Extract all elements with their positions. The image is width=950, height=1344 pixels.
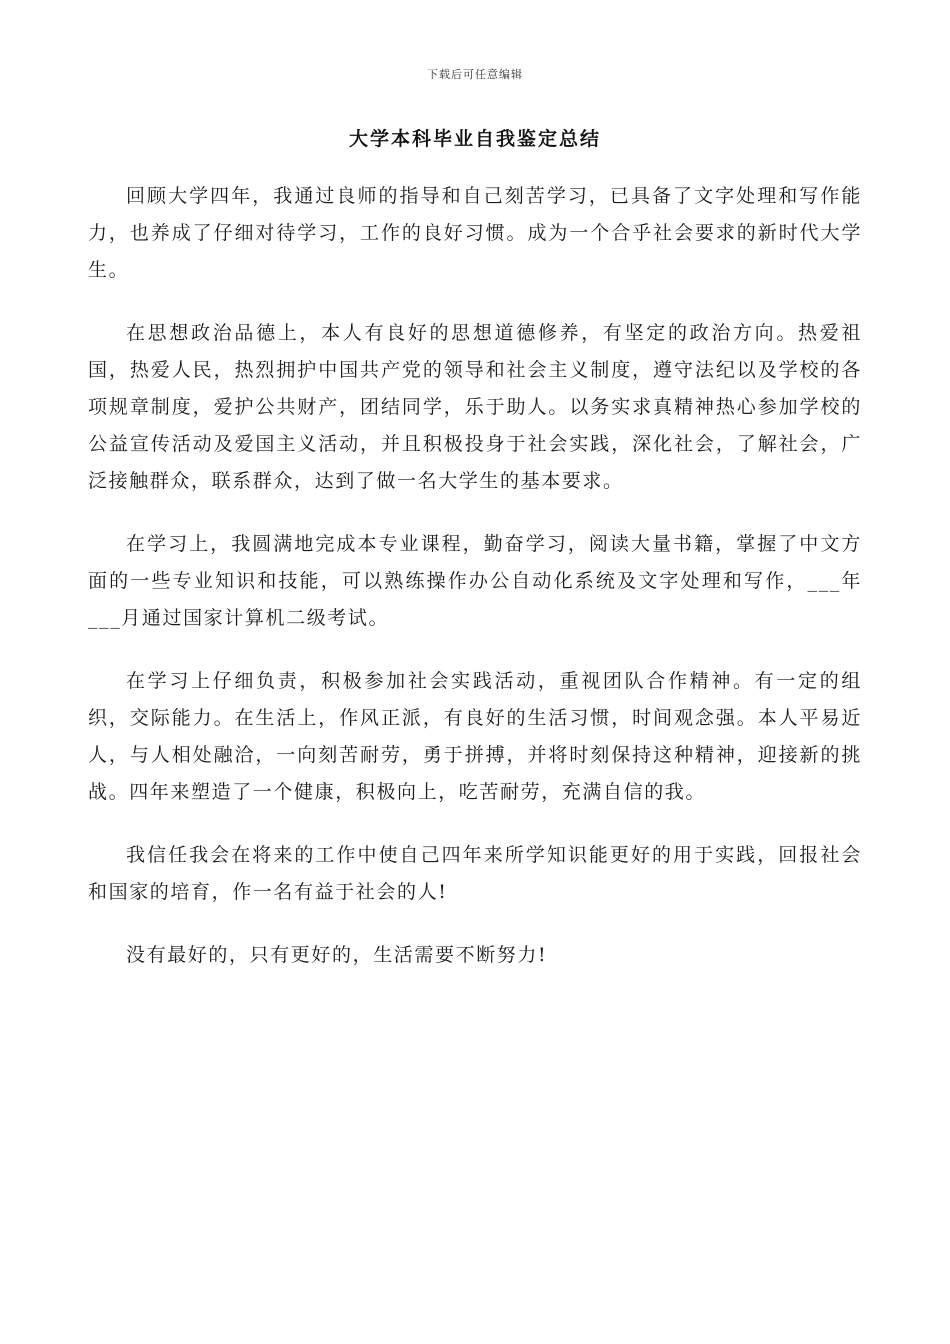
paragraph-work-life: 在学习上仔细负责，积极参加社会实践活动，重视团队合作精神。有一定的组织，交际能力。在生活上，作风正派，有良好的生活习惯，时间观念强。本人平易近人，与人相处融洽，一向刻苦耐劳，勇于拼搏，并将时刻保持这种精神，迎接新的挑战。四年来塑造了一个健康，积极向上，吃苦耐劳，充满自信的我。 xyxy=(88,670,862,803)
paragraph-review: 回顾大学四年，我通过良师的指导和自己刻苦学习，已具备了文字处理和写作能力，也养成了仔细对待学习，工作的良好习惯。成为一个合乎社会要求的新时代大学生。 xyxy=(88,185,862,281)
document-body xyxy=(88,178,862,1000)
paragraph-future: 我信任我会在将来的工作中使自己四年来所学知识能更好的用于实践，回报社会和国家的培育，作一名有益于社会的人! xyxy=(88,844,862,903)
header-note: 下载后可任意编辑 xyxy=(427,68,523,81)
document-title: 大学本科毕业自我鉴定总结 xyxy=(348,128,601,150)
paragraph-study: 在学习上，我圆满地完成本专业课程，勤奋学习，阅读大量书籍，掌握了中文方面的一些专业知识和技能，可以熟练操作办公自动化系统及文字处理和写作，___年___月通过国家计算机二级考试。 xyxy=(88,533,862,629)
paragraph-political: 在思想政治品德上，本人有良好的思想道德修养，有坚定的政治方向。热爱祖国，热爱人民，热烈拥护中国共产党的领导和社会主义制度，遵守法纪以及学校的各项规章制度，爱护公共财产，团结同学，乐于助人。以务实求真精神热心参加学校的公益宣传活动及爱国主义活动，并且积极投身于社会实践，深化社会，了解社会，广泛接触群众，联系群众，达到了做一名大学生的基本要求。 xyxy=(88,322,862,492)
paragraph-closing: 没有最好的，只有更好的，生活需要不断努力! xyxy=(126,944,548,966)
